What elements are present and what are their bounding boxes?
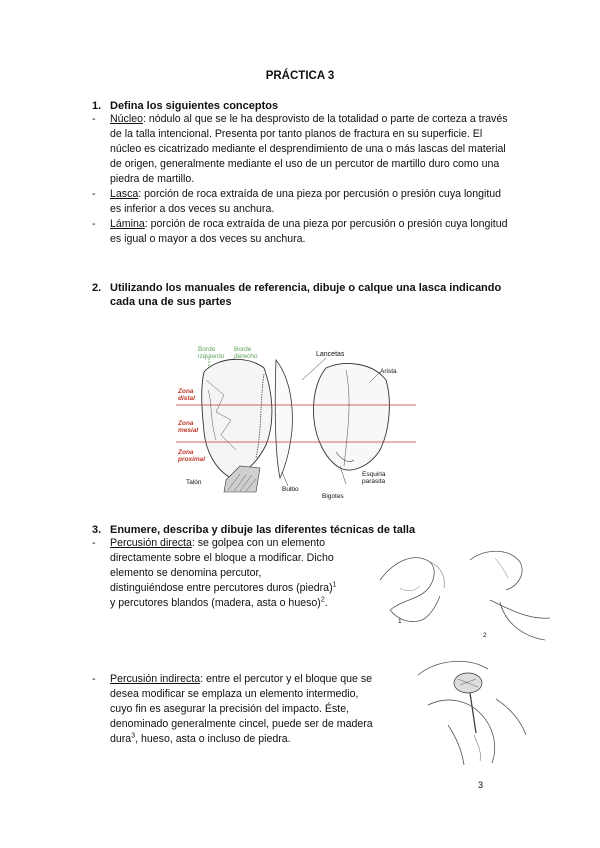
- definition-lamina: - Lámina: porción de roca extraída de una pieza por percusión o presión cuya longitud es igual o mayor a dos veces su anchura.: [92, 218, 508, 245]
- term-percusion-indirecta: Percusión indirecta: [110, 673, 201, 685]
- definition-lasca: - Lasca: porción de roca extraída de una pieza por percusión o presión cuya longitud es inferior a dos veces su anchura.: [92, 188, 502, 215]
- indirect-percussion-drawing: [408, 655, 533, 770]
- direct-fig-label-1: 1: [398, 618, 402, 625]
- page-number: 3: [478, 780, 484, 790]
- section-2-number: 2.: [92, 282, 102, 294]
- direct-fig-label-2: 2: [483, 632, 487, 639]
- label-zona-mesial: Zona mesial: [178, 420, 199, 434]
- section-1-number: 1.: [92, 100, 102, 112]
- label-borde-izquierdo: Borde izquierdo: [198, 346, 225, 360]
- direct-percussion-drawing: [370, 540, 555, 650]
- term-lasca: Lasca: [110, 188, 139, 200]
- indirect-percussion-illustration: [408, 655, 533, 770]
- section-2-heading: 2. Utilizando los manuales de referencia, dibuje o calque una lasca indicando cada una de sus partes: [92, 282, 502, 308]
- label-arista: Arista: [380, 368, 397, 375]
- label-bulbo: Bulbo: [282, 486, 299, 493]
- definition-nucleo: - Núcleo: nódulo al que se le ha desprovisto de la totalidad o parte de corteza a través de la talla intencional. Presenta por tanto planos de fractura en su superficie. El núcleo es cicatrizado mediante el desprendimiento de una o más lascas del material de origen, generalmente mediante el uso de un percutor de martillo duro como una piedra de martillo.: [92, 113, 508, 185]
- page-title: PRÁCTICA 3: [265, 70, 335, 82]
- section-1-title: Defina los siguientes conceptos: [110, 100, 279, 112]
- term-nucleo: Núcleo: [110, 113, 143, 125]
- section-1-heading: [92, 99, 278, 113]
- label-borde-derecho: Borde derecho: [234, 346, 258, 360]
- label-zona-distal: Zona distal: [178, 388, 195, 402]
- definitions-list: [92, 112, 532, 247]
- label-zona-proximal: Zona proximal: [178, 449, 206, 463]
- footnote-ref-2: 2: [320, 596, 325, 604]
- technique-direct: - Percusión directa: se golpea con un elemento directamente sobre el bloque a modificar. Dicho elemento se denomina percutor, distinguiéndose entre percutores duros (piedra)$^1$ y percutores blandos (madera, asta o hueso)$^2$.: [92, 537, 337, 609]
- label-talon: Talón: [186, 479, 202, 486]
- footnote-ref-1: 1: [332, 581, 337, 589]
- direct-percussion-illustration: [370, 540, 555, 650]
- term-percusion-directa: Percusión directa: [110, 537, 192, 549]
- footnote-ref-3: 3: [131, 732, 136, 740]
- label-lancetas: Lancetas: [316, 351, 345, 358]
- label-esquirla-parasita: Esquirla parasita: [362, 471, 386, 485]
- flake-diagram: [176, 340, 416, 500]
- section-3-number: 3.: [92, 524, 102, 536]
- label-bigotes: Bigotes: [322, 493, 344, 500]
- technique-indirect: - Percusión indirecta: entre el percutor y el bloque que se desea modificar se emplaza un elemento intermedio, cuyo fin es asegurar la precisión del impacto. Éste, denominado generalmente cincel, puede ser de madera dura$^3$, hueso, asta o incluso de piedra.: [92, 673, 373, 745]
- section-3-heading: 3. Enumere, describa y dibuje las diferentes técnicas de talla: [92, 524, 416, 536]
- term-lamina: Lámina: [110, 218, 145, 230]
